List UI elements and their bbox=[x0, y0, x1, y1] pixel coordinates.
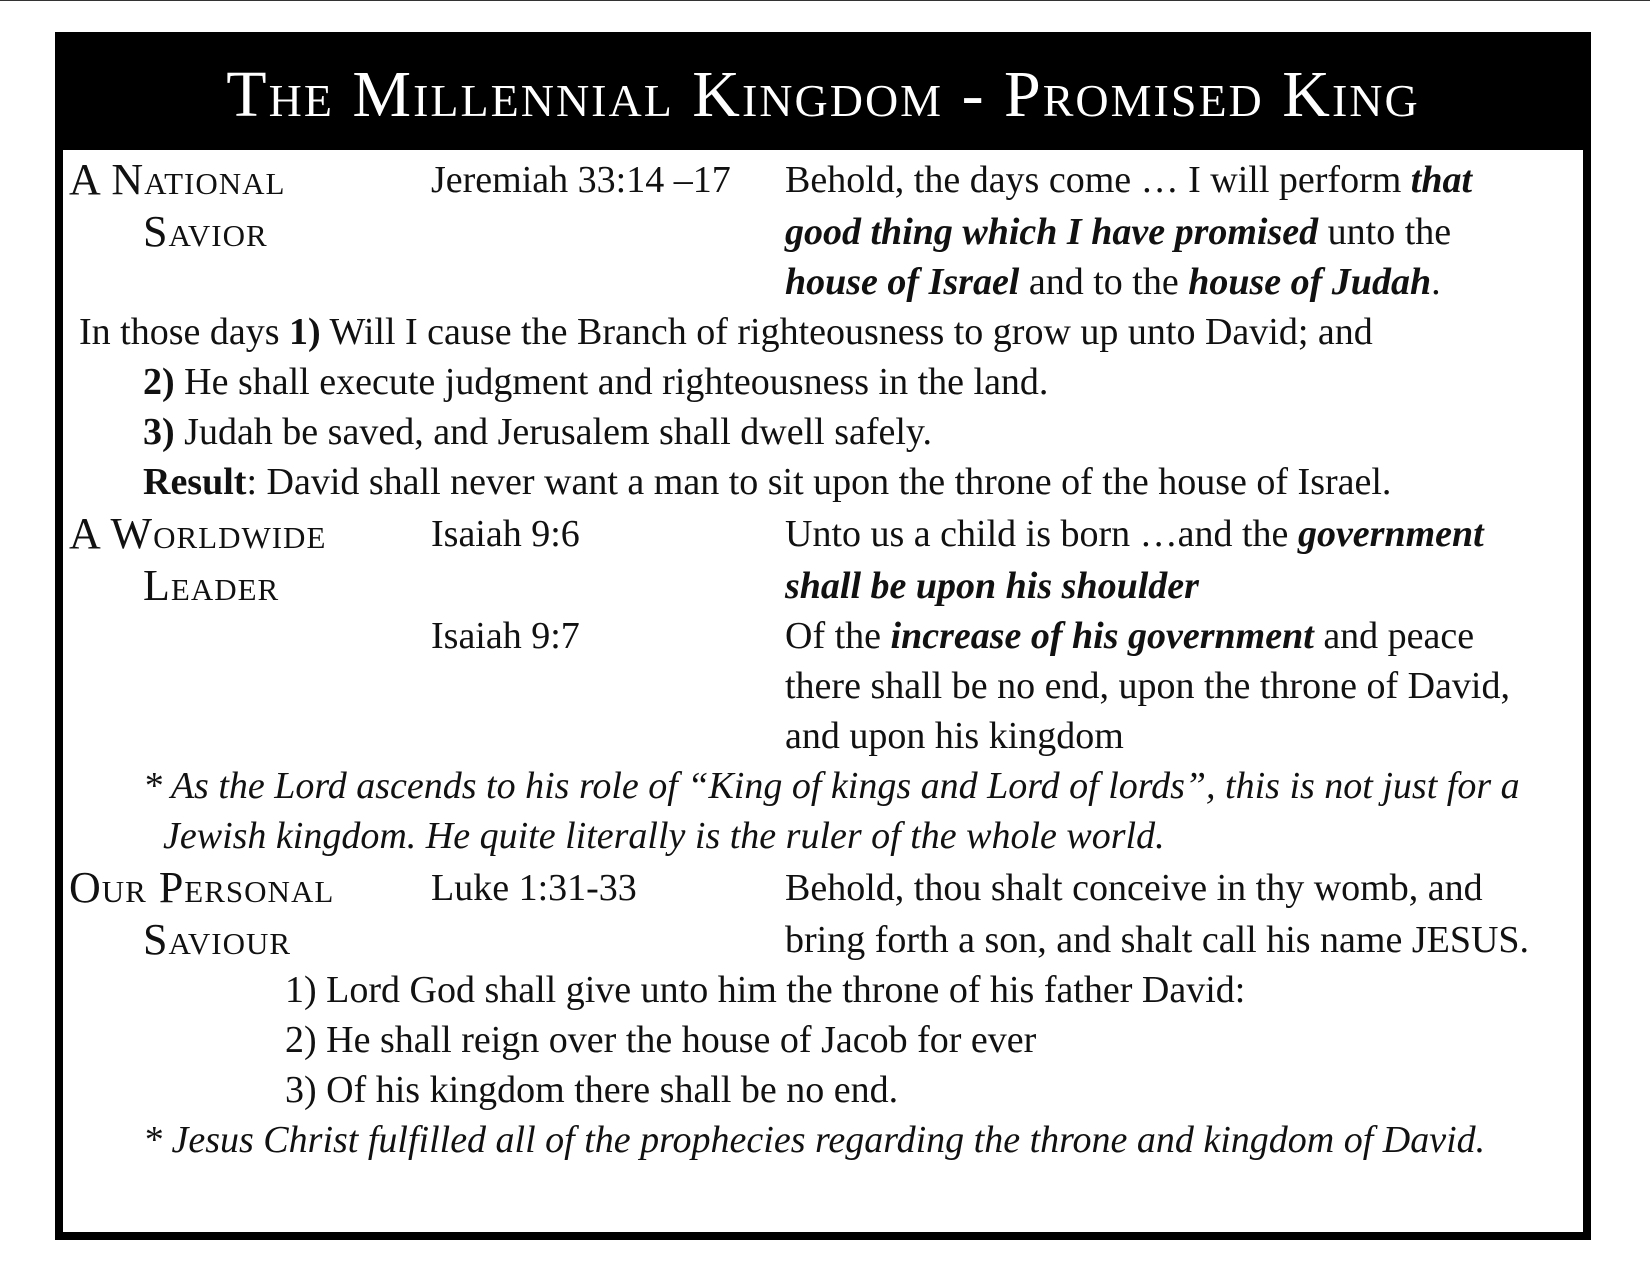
section2-heading-line2: Leader bbox=[143, 561, 280, 610]
section2-quote-line2: shall be upon his shoulder bbox=[785, 565, 1199, 607]
emphasis: increase of his government bbox=[890, 615, 1314, 657]
number: 1) bbox=[289, 311, 321, 353]
section1-quote-line3 bbox=[785, 256, 1441, 308]
text: He shall execute judgment and righteousness in the land. bbox=[174, 361, 1049, 403]
section1-heading-line1: A National bbox=[69, 155, 286, 204]
text: Will I cause the Branch of righteousness to grow up unto David; and bbox=[320, 311, 1373, 353]
section2-note-line2: Jewish kingdom. He quite literally is the ruler of the whole world. bbox=[163, 815, 1165, 857]
section3-quote-line1: Behold, thou shalt conceive in thy womb, and bbox=[785, 867, 1483, 909]
document-frame bbox=[55, 32, 1591, 1240]
section3-point3: 3) Of his kingdom there shall be no end. bbox=[285, 1069, 899, 1111]
section1-result bbox=[143, 456, 1391, 508]
section2-note-line1: * As the Lord ascends to his role of “King of kings and Lord of lords”, this is not just for a bbox=[143, 765, 1520, 807]
section3-quote-line2: bring forth a son, and shalt call his name JESUS. bbox=[785, 919, 1530, 961]
section2-quote-line3 bbox=[785, 610, 1474, 662]
section3-point2: 2) He shall reign over the house of Jacob for ever bbox=[285, 1019, 1037, 1061]
page-title: The Millennial Kingdom - Promised King bbox=[63, 40, 1583, 150]
emphasis: government bbox=[1297, 513, 1484, 555]
emphasis: good thing which I have promised bbox=[785, 211, 1319, 253]
section2-reference1: Isaiah 9:6 bbox=[431, 513, 580, 555]
top-rule bbox=[0, 0, 1650, 1]
number: 3) bbox=[143, 411, 175, 453]
section2-heading-line1: A Worldwide bbox=[69, 509, 327, 558]
result-label: Result bbox=[143, 461, 247, 503]
text: In those days bbox=[79, 311, 290, 353]
section3-heading-line2: Saviour bbox=[143, 915, 292, 964]
section3-note: * Jesus Christ fulfilled all of the prophecies regarding the throne and kingdom of David. bbox=[143, 1119, 1486, 1161]
text: : David shall never want a man to sit upon the throne of the house of Israel. bbox=[246, 461, 1392, 503]
emphasis: that bbox=[1410, 159, 1473, 201]
content-area bbox=[63, 150, 1583, 1232]
section1-reference: Jeremiah 33:14 –17 bbox=[431, 159, 731, 201]
text: Judah be saved, and Jerusalem shall dwell safely. bbox=[174, 411, 932, 453]
text: Behold, the days come … I will perform bbox=[785, 159, 1411, 201]
text: and peace bbox=[1313, 615, 1475, 657]
section3-heading-line1: Our Personal bbox=[69, 863, 335, 912]
emphasis: house of Israel bbox=[785, 261, 1020, 303]
section1-heading-line2: Savior bbox=[143, 207, 268, 256]
section1-point2 bbox=[143, 356, 1048, 408]
section1-point1 bbox=[79, 306, 1373, 358]
section2-quote-line4: there shall be no end, upon the throne of David, bbox=[785, 665, 1510, 707]
text: Unto us a child is born …and the bbox=[785, 513, 1298, 555]
section3-reference: Luke 1:31-33 bbox=[431, 867, 637, 909]
text: Of the bbox=[785, 615, 891, 657]
section1-quote-line1 bbox=[785, 154, 1472, 206]
text: and to the bbox=[1019, 261, 1189, 303]
text: . bbox=[1431, 261, 1441, 303]
section2-quote-line1 bbox=[785, 508, 1484, 560]
section1-point3 bbox=[143, 406, 932, 458]
section2-quote-line5: and upon his kingdom bbox=[785, 715, 1124, 757]
number: 2) bbox=[143, 361, 175, 403]
emphasis: house of Judah bbox=[1188, 261, 1432, 303]
section3-point1: 1) Lord God shall give unto him the throne of his father David: bbox=[285, 969, 1246, 1011]
section1-quote-line2 bbox=[785, 206, 1451, 258]
text: unto the bbox=[1318, 211, 1452, 253]
section2-reference2: Isaiah 9:7 bbox=[431, 615, 580, 657]
